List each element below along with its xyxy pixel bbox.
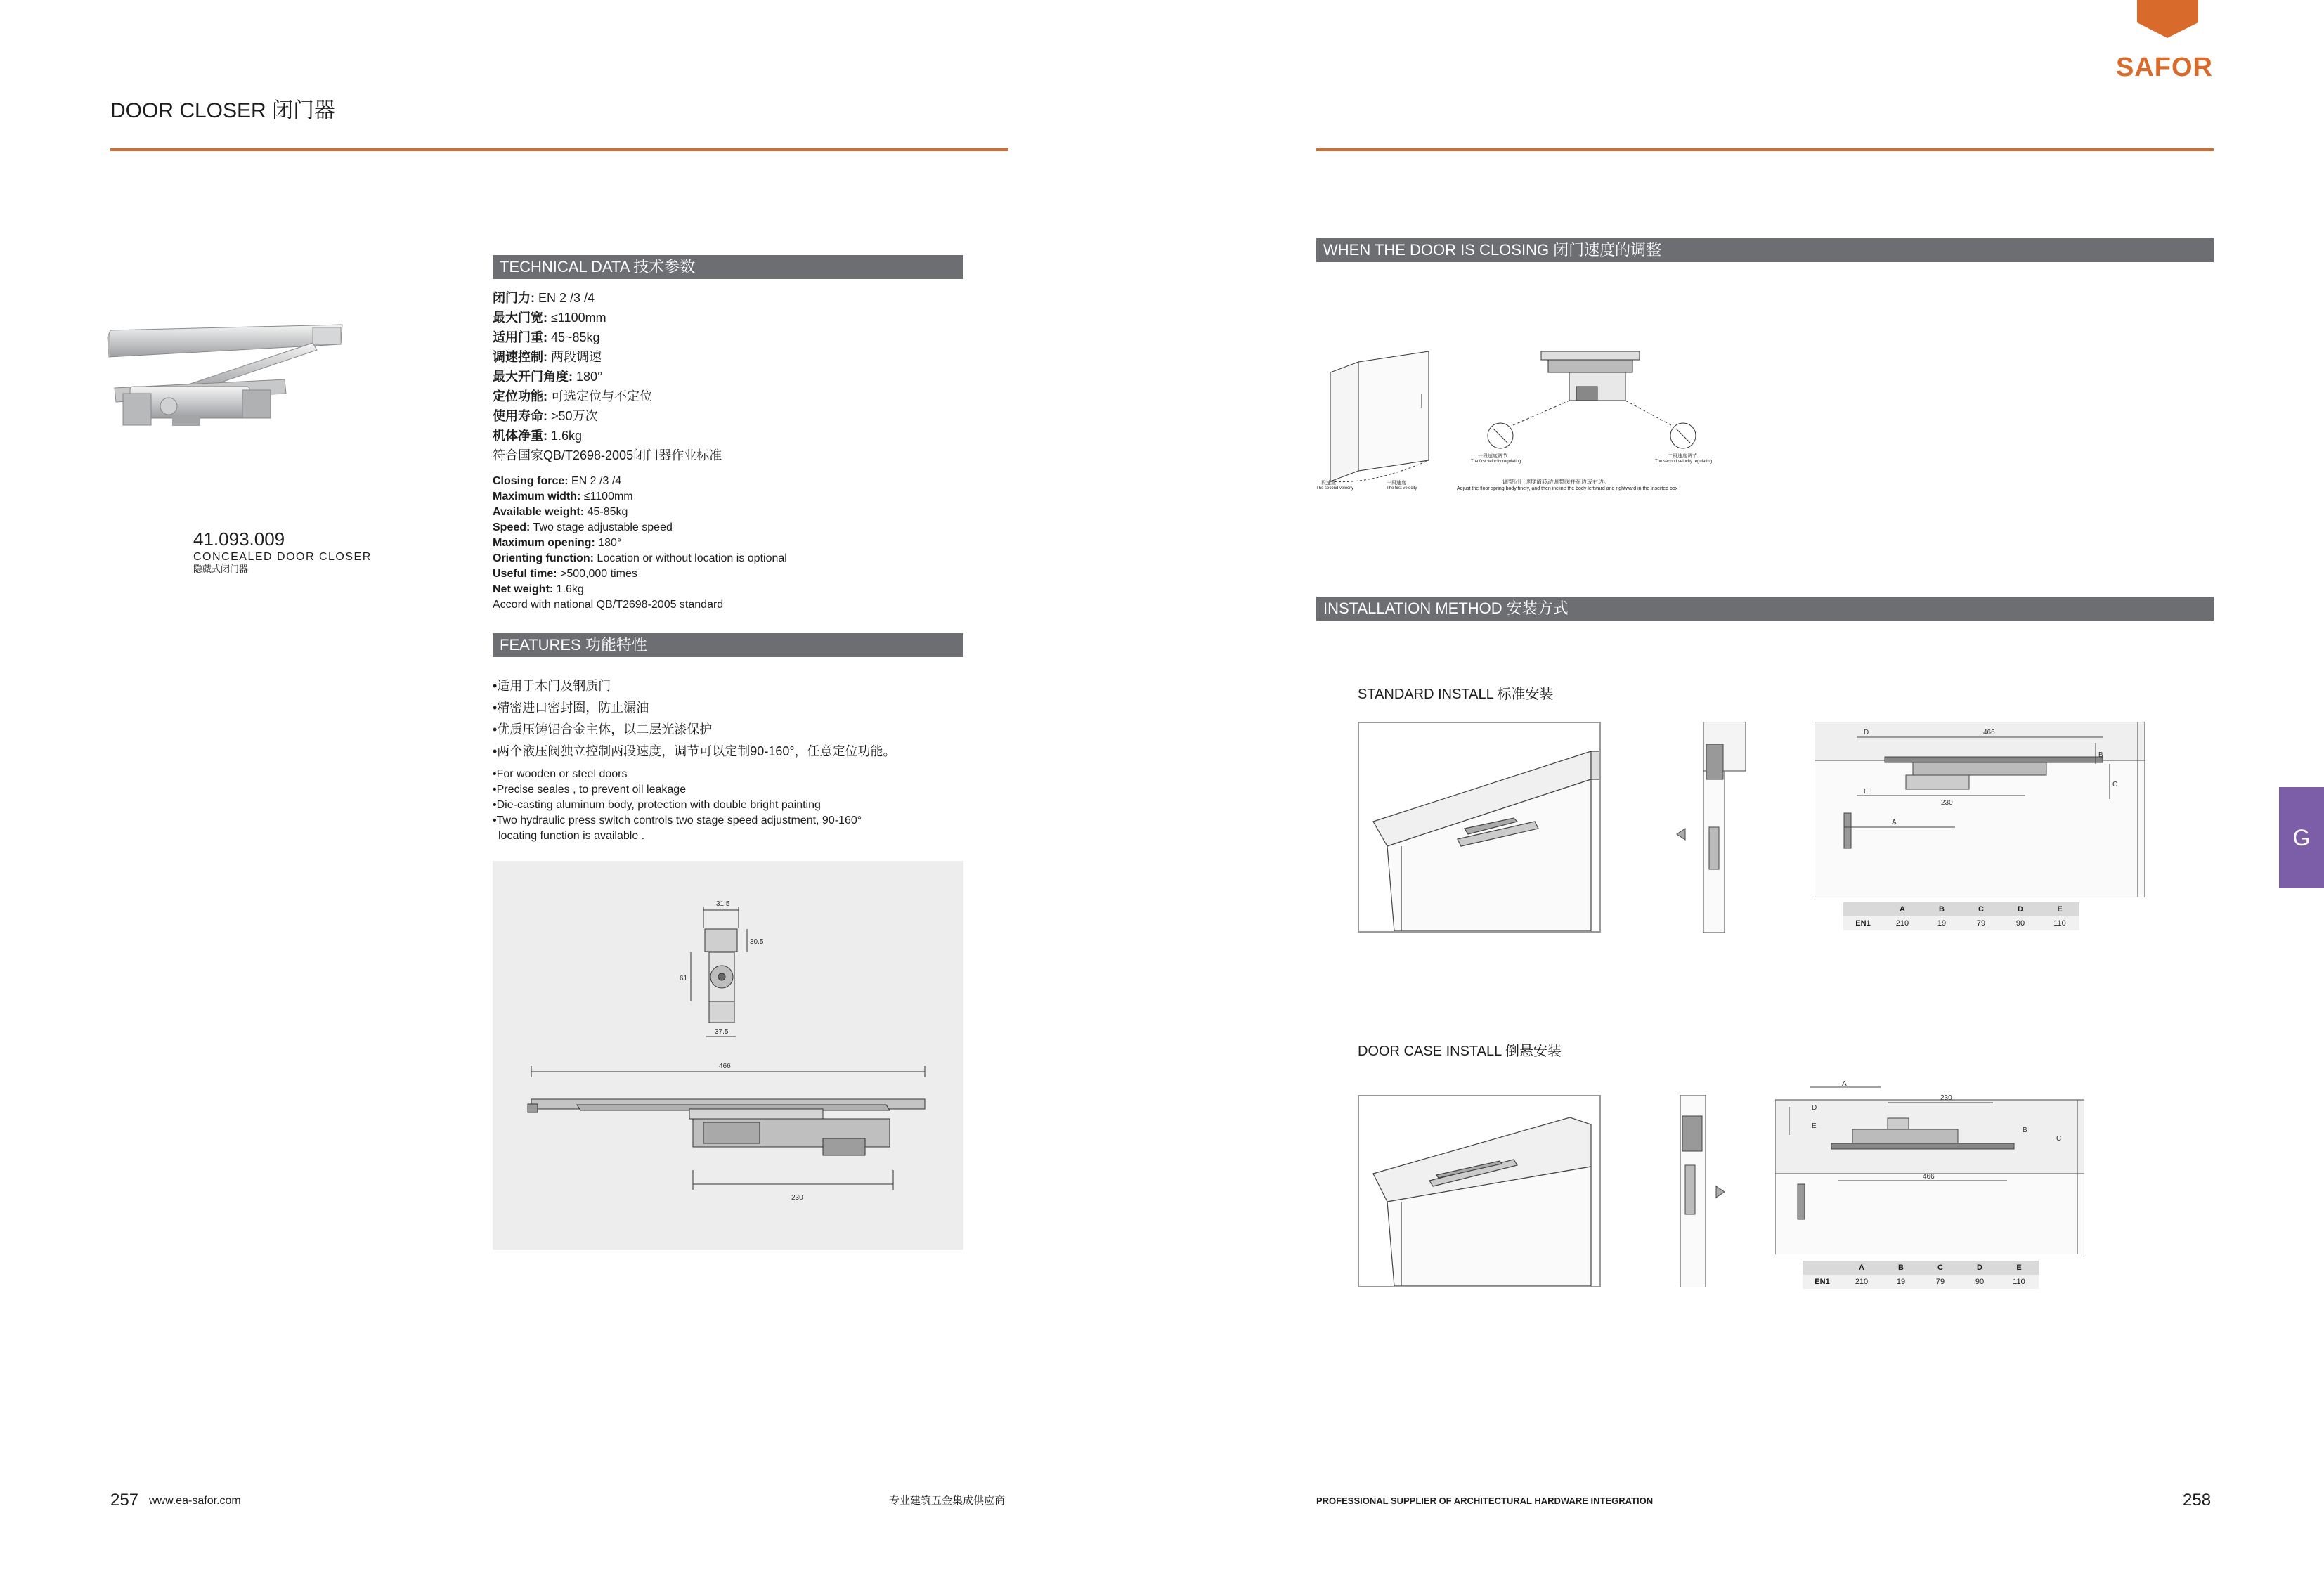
features-cn-list [493,675,896,762]
footer-page-number-right: 258 [2183,1491,2212,1510]
plan-dim-d: D [1812,1104,1817,1112]
technical-data-heading: TECHNICAL DATA 技术参数 [493,255,963,279]
plan-dim-b: B [2098,751,2103,759]
table-cell: 90 [2001,916,2040,930]
logo-text: SAFOR [2116,53,2213,82]
installation-heading: INSTALLATION METHOD 安装方式 [1316,597,2214,621]
table-header-cell: A [1883,902,1922,916]
tech-cn-list [493,288,722,465]
tech-cn-row: 符合国家QB/T2698-2005闭门器作业标准 [493,448,722,462]
table-row [1843,916,2079,930]
table-header-cell: D [2001,902,2040,916]
dim-label: 31.5 [716,900,730,908]
tech-cn-row: 闭门力: EN 2 /3 /4 [493,291,595,305]
table-cell: 210 [1842,1275,1881,1289]
tech-cn-row: 调速控制: 两段调速 [493,350,602,364]
tech-cn-row: 使用寿命: >50万次 [493,409,598,423]
dim-label: 61 [680,975,688,982]
footer-slogan-cn: 专业建筑五金集成供应商 [889,1495,1006,1507]
table-cell: 210 [1883,916,1922,930]
label-second-speed-en: The second velocity [1316,486,1354,491]
tech-en-list [493,474,787,613]
closing-speed-diagram [1316,344,1738,499]
tech-en-row: Net weight: 1.6kg [493,583,584,595]
features-heading: FEATURES 功能特性 [493,633,963,657]
table-header-cell: C [1961,902,2001,916]
table-cell: EN1 [1843,916,1883,930]
label-first-regulating-cn: 一段速度调节 [1478,454,1507,459]
feature-cn-item: •两个液压阀独立控制两段速度，调节可以定制90-160°，任意定位功能。 [493,744,896,758]
plan-dim-d: D [1864,729,1869,736]
plan-dim-a: A [1842,1080,1847,1088]
table-header-cell: E [2040,902,2079,916]
label-second-speed-cn: 二段速度 [1316,481,1336,486]
product-photo [102,323,348,439]
table-header-cell: A [1842,1261,1881,1275]
plan-dim-a: A [1892,819,1897,826]
table-cell: 19 [1881,1275,1921,1289]
dim-label: 37.5 [715,1028,729,1036]
section-tab[interactable]: G [2279,787,2324,888]
table-header-row [1803,1261,2039,1275]
door-case-install-3d [1358,1095,1601,1287]
standard-install-side [1670,722,1747,933]
table-cell: 110 [1999,1275,2039,1289]
page-title: DOOR CLOSER 闭门器 [110,99,336,122]
tech-en-row: Orienting function: Location or without location is optional [493,552,787,564]
tech-cn-row: 机体净重: 1.6kg [493,429,583,443]
plan-dim-b: B [2023,1127,2027,1134]
footer-slogan-en: PROFESSIONAL SUPPLIER OF ARCHITECTURAL HARDWARE INTEGRATION [1316,1495,1654,1506]
table-cell: 79 [1921,1275,1960,1289]
product-code: 41.093.009 [193,528,285,550]
tech-en-row: Speed: Two stage adjustable speed [493,521,673,533]
right-title-rule [1316,148,2214,151]
table-cell: 90 [1960,1275,1999,1289]
dim-label: 30.5 [750,938,764,946]
table-cell: EN1 [1803,1275,1842,1289]
door-case-install-plan [1775,1079,2084,1254]
table-header-cell: D [1960,1261,1999,1275]
plan-dim-466: 466 [1923,1173,1935,1181]
table-header-cell [1843,902,1883,916]
plan-dim-230: 230 [1940,1094,1952,1102]
table-row [1803,1275,2039,1289]
footer-page-number-left: 257 [110,1491,139,1510]
plan-dim-c: C [2112,781,2118,788]
standard-install-plan [1815,722,2145,897]
plan-dim-466: 466 [1983,729,1995,736]
label-second-regulating-en: The second velocity regulating [1655,460,1713,464]
tech-en-row: Useful time: >500,000 times [493,568,637,580]
tech-en-row: Maximum width: ≤1100mm [493,491,633,502]
table-header-cell: C [1921,1261,1960,1275]
table-header-row [1843,902,2079,916]
feature-en-item: •For wooden or steel doors [493,768,628,780]
table-cell: 110 [2040,916,2079,930]
tech-cn-row: 适用门重: 45~85kg [493,330,600,344]
tech-en-row: Available weight: 45-85kg [493,506,628,518]
logo-shield-icon [2137,0,2198,38]
feature-cn-item: •适用于木门及钢质门 [493,679,611,693]
label-first-regulating-en: The first velocity regulating [1471,460,1521,464]
caption-en: Adjust the floor spring body finely, and then incline the body leftward and rightward in the inserted box [1457,486,1678,491]
standard-install-title: STANDARD INSTALL 标准安装 [1358,687,1554,702]
label-second-regulating-cn: 二段速度调节 [1668,454,1697,459]
door-case-install-title: DOOR CASE INSTALL 倒悬安装 [1358,1044,1562,1059]
tech-cn-row: 定位功能: 可选定位与不定位 [493,389,653,403]
plan-dim-c: C [2056,1135,2062,1143]
tech-en-row: Closing force: EN 2 /3 /4 [493,475,622,487]
feature-cn-item: •精密进口密封圈，防止漏油 [493,701,649,715]
feature-en-item: locating function is available . [498,830,645,842]
label-first-speed-en: The first velocity [1387,486,1417,491]
title-rule [110,148,1008,151]
product-name-cn: 隐藏式闭门器 [193,564,249,574]
technical-drawing [493,861,963,1250]
closing-speed-heading: WHEN THE DOOR IS CLOSING 闭门速度的调整 [1316,238,2214,262]
features-en-list [493,767,862,844]
plan-dim-230: 230 [1941,799,1953,807]
feature-en-item: •Two hydraulic press switch controls two stage speed adjustment, 90-160° [493,815,862,826]
door-case-install-side [1670,1095,1747,1287]
table-header-cell: B [1922,902,1961,916]
tech-en-row: Maximum opening: 180° [493,537,622,549]
door-case-dimension-table [1803,1261,2039,1289]
tech-cn-row: 最大开门角度: 180° [493,370,603,384]
tech-cn-row: 最大门宽: ≤1100mm [493,311,606,325]
table-header-cell: B [1881,1261,1921,1275]
footer-website[interactable]: www.ea-safor.com [149,1495,241,1507]
logo-badge [2137,0,2198,38]
product-name-en: CONCEALED DOOR CLOSER [193,551,372,563]
table-cell: 79 [1961,916,2001,930]
table-cell: 19 [1922,916,1961,930]
feature-en-item: •Precise seales , to prevent oil leakage [493,784,687,796]
label-first-speed-cn: 一段速度 [1387,481,1406,486]
caption-cn: 调整闭门速度请转动调整阀并在边或右边。 [1502,479,1609,485]
dim-label: 230 [791,1194,803,1202]
table-header-cell: E [1999,1261,2039,1275]
standard-dimension-table [1843,902,2079,930]
feature-cn-item: •优质压铸铝合金主体，以二层光漆保护 [493,722,713,736]
feature-en-item: •Die-casting aluminum body, protection with double bright painting [493,799,821,811]
plan-dim-e: E [1812,1122,1817,1130]
dim-label: 466 [719,1063,731,1070]
standard-install-3d [1358,722,1601,933]
table-header-cell [1803,1261,1842,1275]
plan-dim-e: E [1864,788,1869,796]
tech-en-row: Accord with national QB/T2698-2005 standard [493,599,724,611]
